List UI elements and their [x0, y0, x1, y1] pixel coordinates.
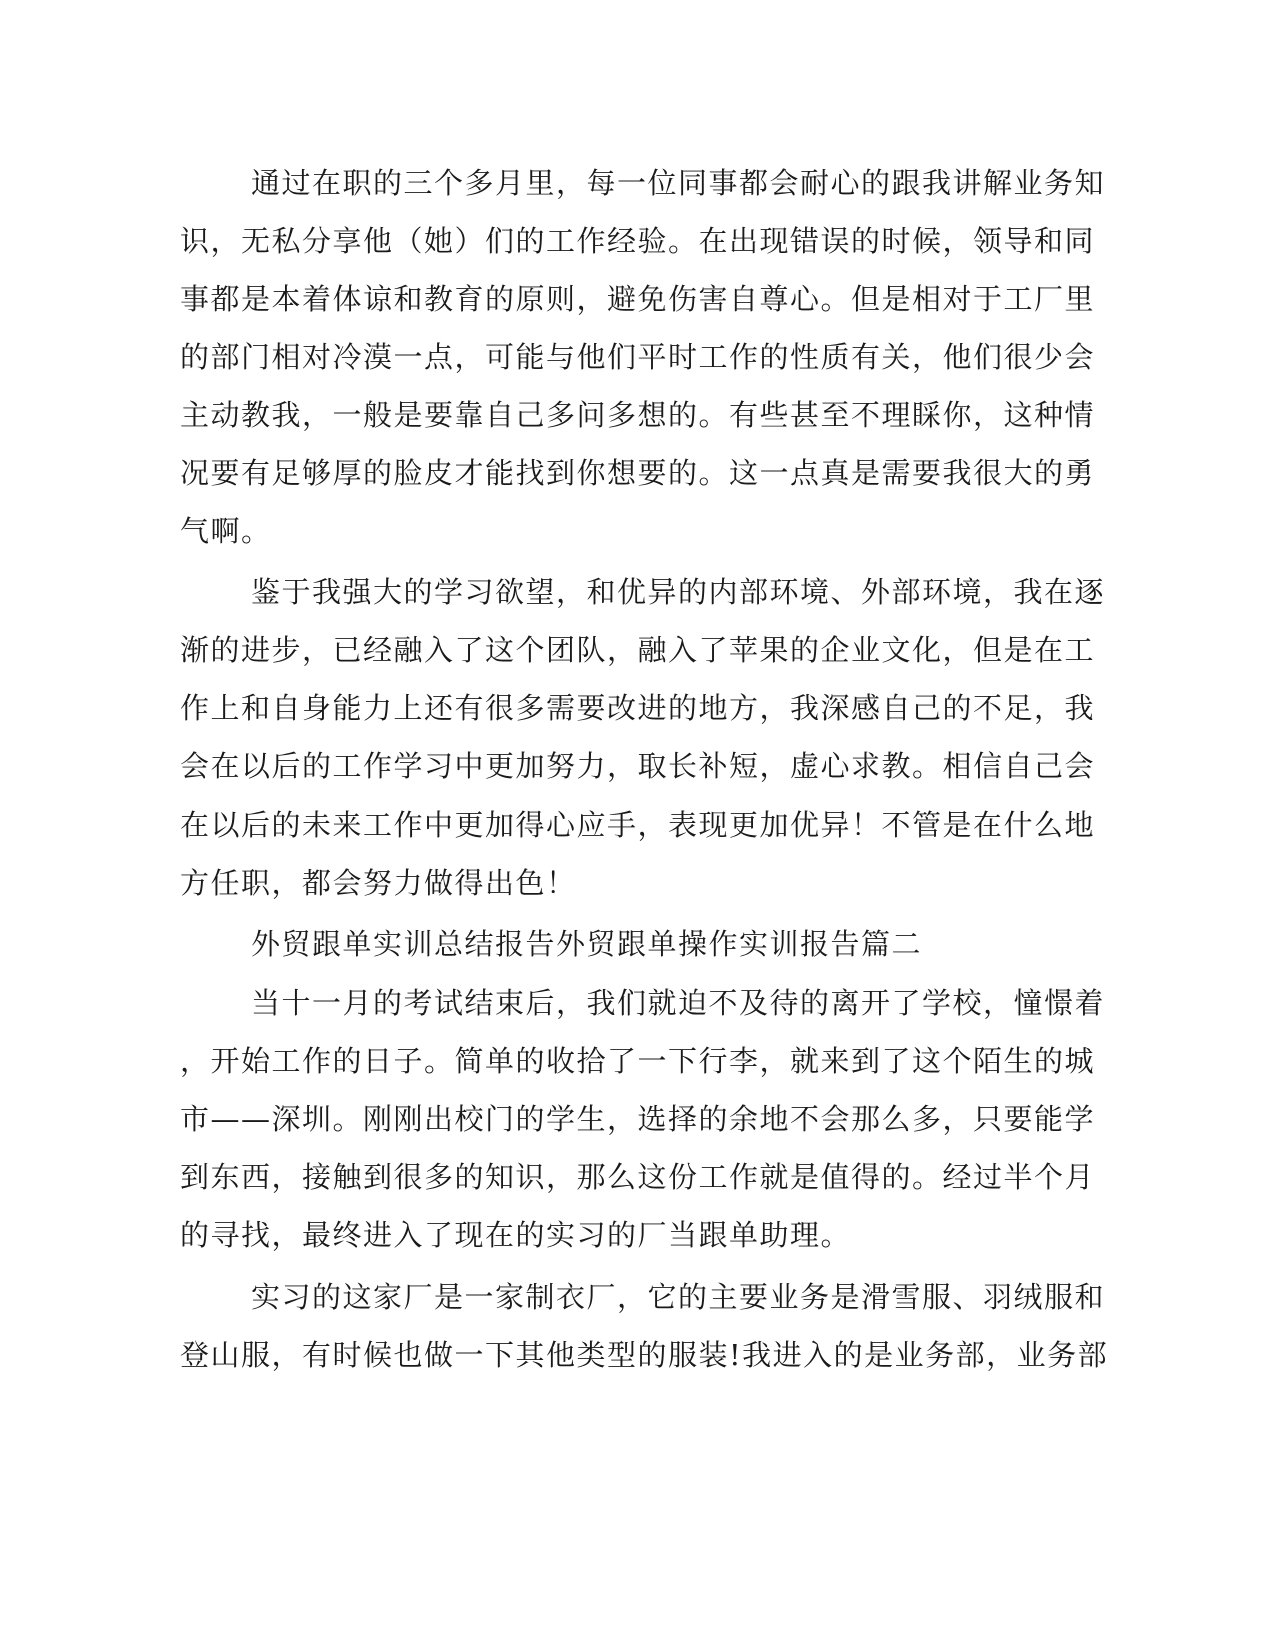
text-line: 渐的进步，已经融入了这个团队，融入了苹果的企业文化，但是在工	[180, 633, 1096, 667]
section-heading: 外贸跟单实训总结报告外贸跟单操作实训报告篇二	[251, 927, 923, 961]
text-line: 事都是本着体谅和教育的原则，避免伤害自尊心。但是相对于工厂里	[180, 282, 1096, 316]
text-line: 当十一月的考试结束后，我们就迫不及待的离开了学校，憧憬着	[251, 986, 1106, 1020]
text-line: 在以后的未来工作中更加得心应手，表现更加优异！不管是在什么地	[180, 808, 1096, 842]
text-line: 识，无私分享他（她）们的工作经验。在出现错误的时候，领导和同	[180, 224, 1096, 258]
text-line: ，开始工作的日子。简单的收拾了一下行李，就来到了这个陌生的城	[180, 1044, 1096, 1078]
text-line: 气啊。	[180, 514, 272, 548]
text-line: 作上和自身能力上还有很多需要改进的地方，我深感自己的不足，我	[180, 691, 1096, 725]
text-line: 会在以后的工作学习中更加努力，取长补短，虚心求教。相信自己会	[180, 749, 1096, 783]
text-line: 登山服，有时候也做一下其他类型的服装!我进入的是业务部，业务部	[180, 1338, 1109, 1372]
text-line: 市——深圳。刚刚出校门的学生，选择的余地不会那么多，只要能学	[180, 1102, 1096, 1136]
text-line: 主动教我，一般是要靠自己多问多想的。有些甚至不理睬你，这种情	[180, 398, 1096, 432]
text-line: 的寻找，最终进入了现在的实习的厂当跟单助理。	[180, 1218, 852, 1252]
text-line: 的部门相对冷漠一点，可能与他们平时工作的性质有关，他们很少会	[180, 340, 1096, 374]
text-line: 实习的这家厂是一家制衣厂，它的主要业务是滑雪服、羽绒服和	[251, 1280, 1106, 1314]
text-line: 方任职，都会努力做得出色！	[180, 866, 577, 900]
text-line: 到东西，接触到很多的知识，那么这份工作就是值得的。经过半个月	[180, 1160, 1096, 1194]
text-line: 鉴于我强大的学习欲望，和优异的内部环境、外部环境，我在逐	[251, 575, 1106, 609]
text-line: 况要有足够厚的脸皮才能找到你想要的。这一点真是需要我很大的勇	[180, 456, 1096, 490]
text-line: 通过在职的三个多月里，每一位同事都会耐心的跟我讲解业务知	[251, 166, 1106, 200]
